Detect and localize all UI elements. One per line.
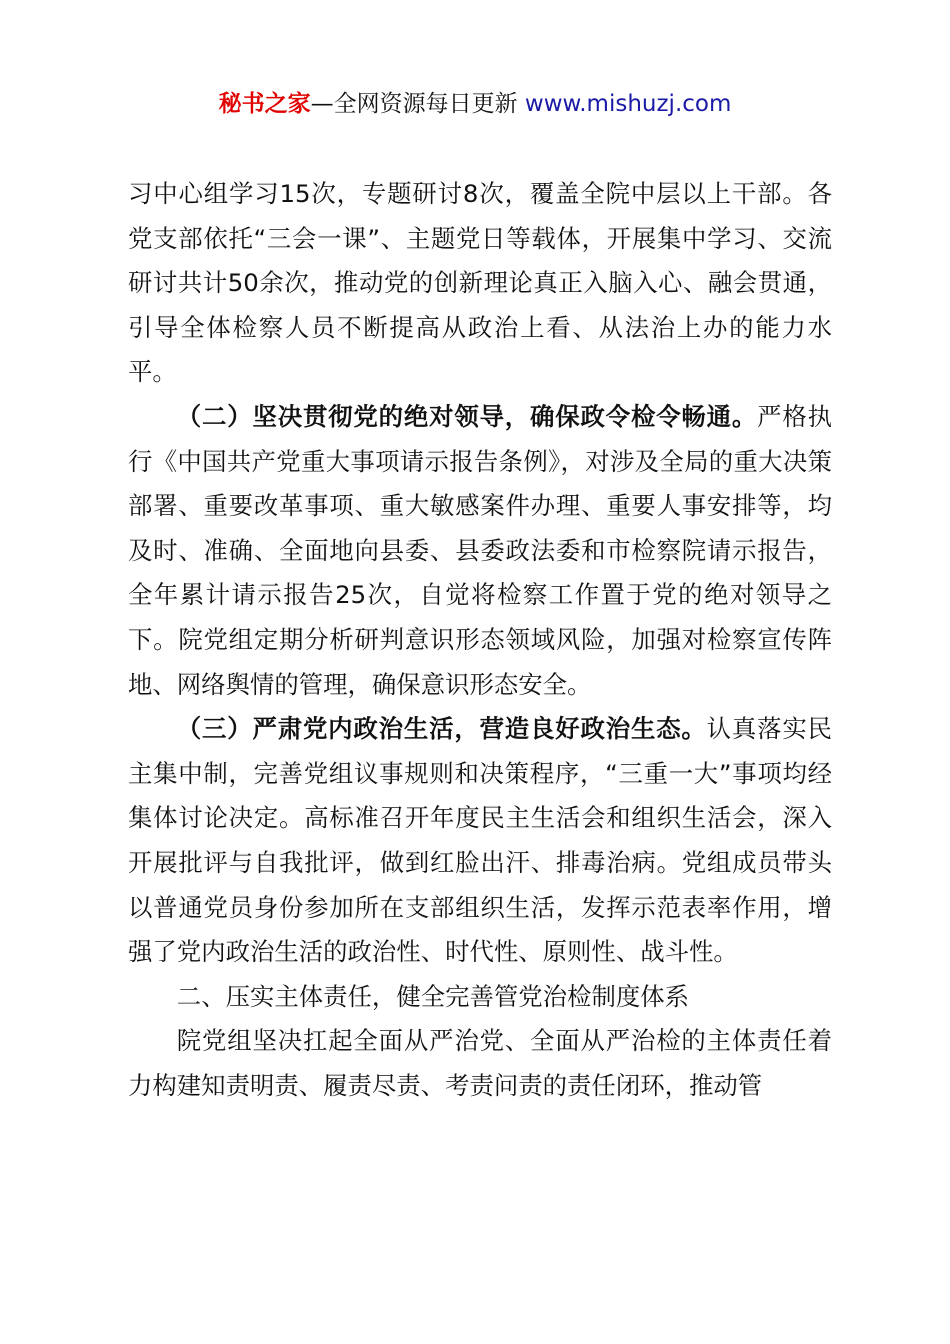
paragraph-section-three: [128, 707, 832, 975]
site-header: [0, 88, 950, 120]
paragraph-section-two: [128, 395, 832, 707]
header-tagline: —全网资源每日更新: [310, 91, 518, 117]
paragraph-continuation: 习中心组学习15次，专题研讨8次，覆盖全院中层以上干部。各党支部依托“三会一课”、主题党日等载体，开展集中学习、交流研讨共计50余次，推动党的创新理论真正入脑入心、融会贯通，引导全体检察人员不断提高从政治上看、从法治上办的能力水平。: [128, 179, 832, 387]
paragraph-heading: （二）坚决贯彻党的绝对领导，确保政令检令畅通。: [176, 401, 758, 431]
site-url[interactable]: www.mishuzj.com: [524, 91, 732, 117]
paragraph-text: 严格执行《中国共产党重大事项请示报告条例》，对涉及全局的重大决策部署、重要改革事项、重大敏感案件办理、重要人事安排等，均及时、准确、全面地向县委、县委政法委和市检察院请示报告，全年累计请示报告25次，自觉将检察工作置于党的绝对领导之下。院党组定期分析研判意识形态领域风险，加强对检察宣传阵地、网络舆情的管理，确保意识形态安全。: [128, 401, 832, 699]
brand-name: 秘书之家: [218, 91, 311, 117]
paragraph-heading: （三）严肃党内政治生活，营造良好政治生态。: [176, 714, 707, 744]
section-title: 二、压实主体责任，健全完善管党治检制度体系: [176, 981, 690, 1011]
paragraph-text: 认真落实民主集中制，完善党组议事规则和决策程序，“三重一大”事项均经集体讨论决定。高标准召开年度民主生活会和组织生活会，深入开展批评与自我批评，做到红脸出汗、排毒治病。党组成员带头以普通党员身份参加所在支部组织生活，发挥示范表率作用，增强了党内政治生活的政治性、时代性、原则性、战斗性。: [128, 714, 832, 967]
paragraph-last: 院党组坚决扛起全面从严治党、全面从严治检的主体责任着力构建知责明责、履责尽责、考责问责的责任闭环，推动管: [128, 1026, 832, 1100]
document-body: [128, 172, 832, 1108]
